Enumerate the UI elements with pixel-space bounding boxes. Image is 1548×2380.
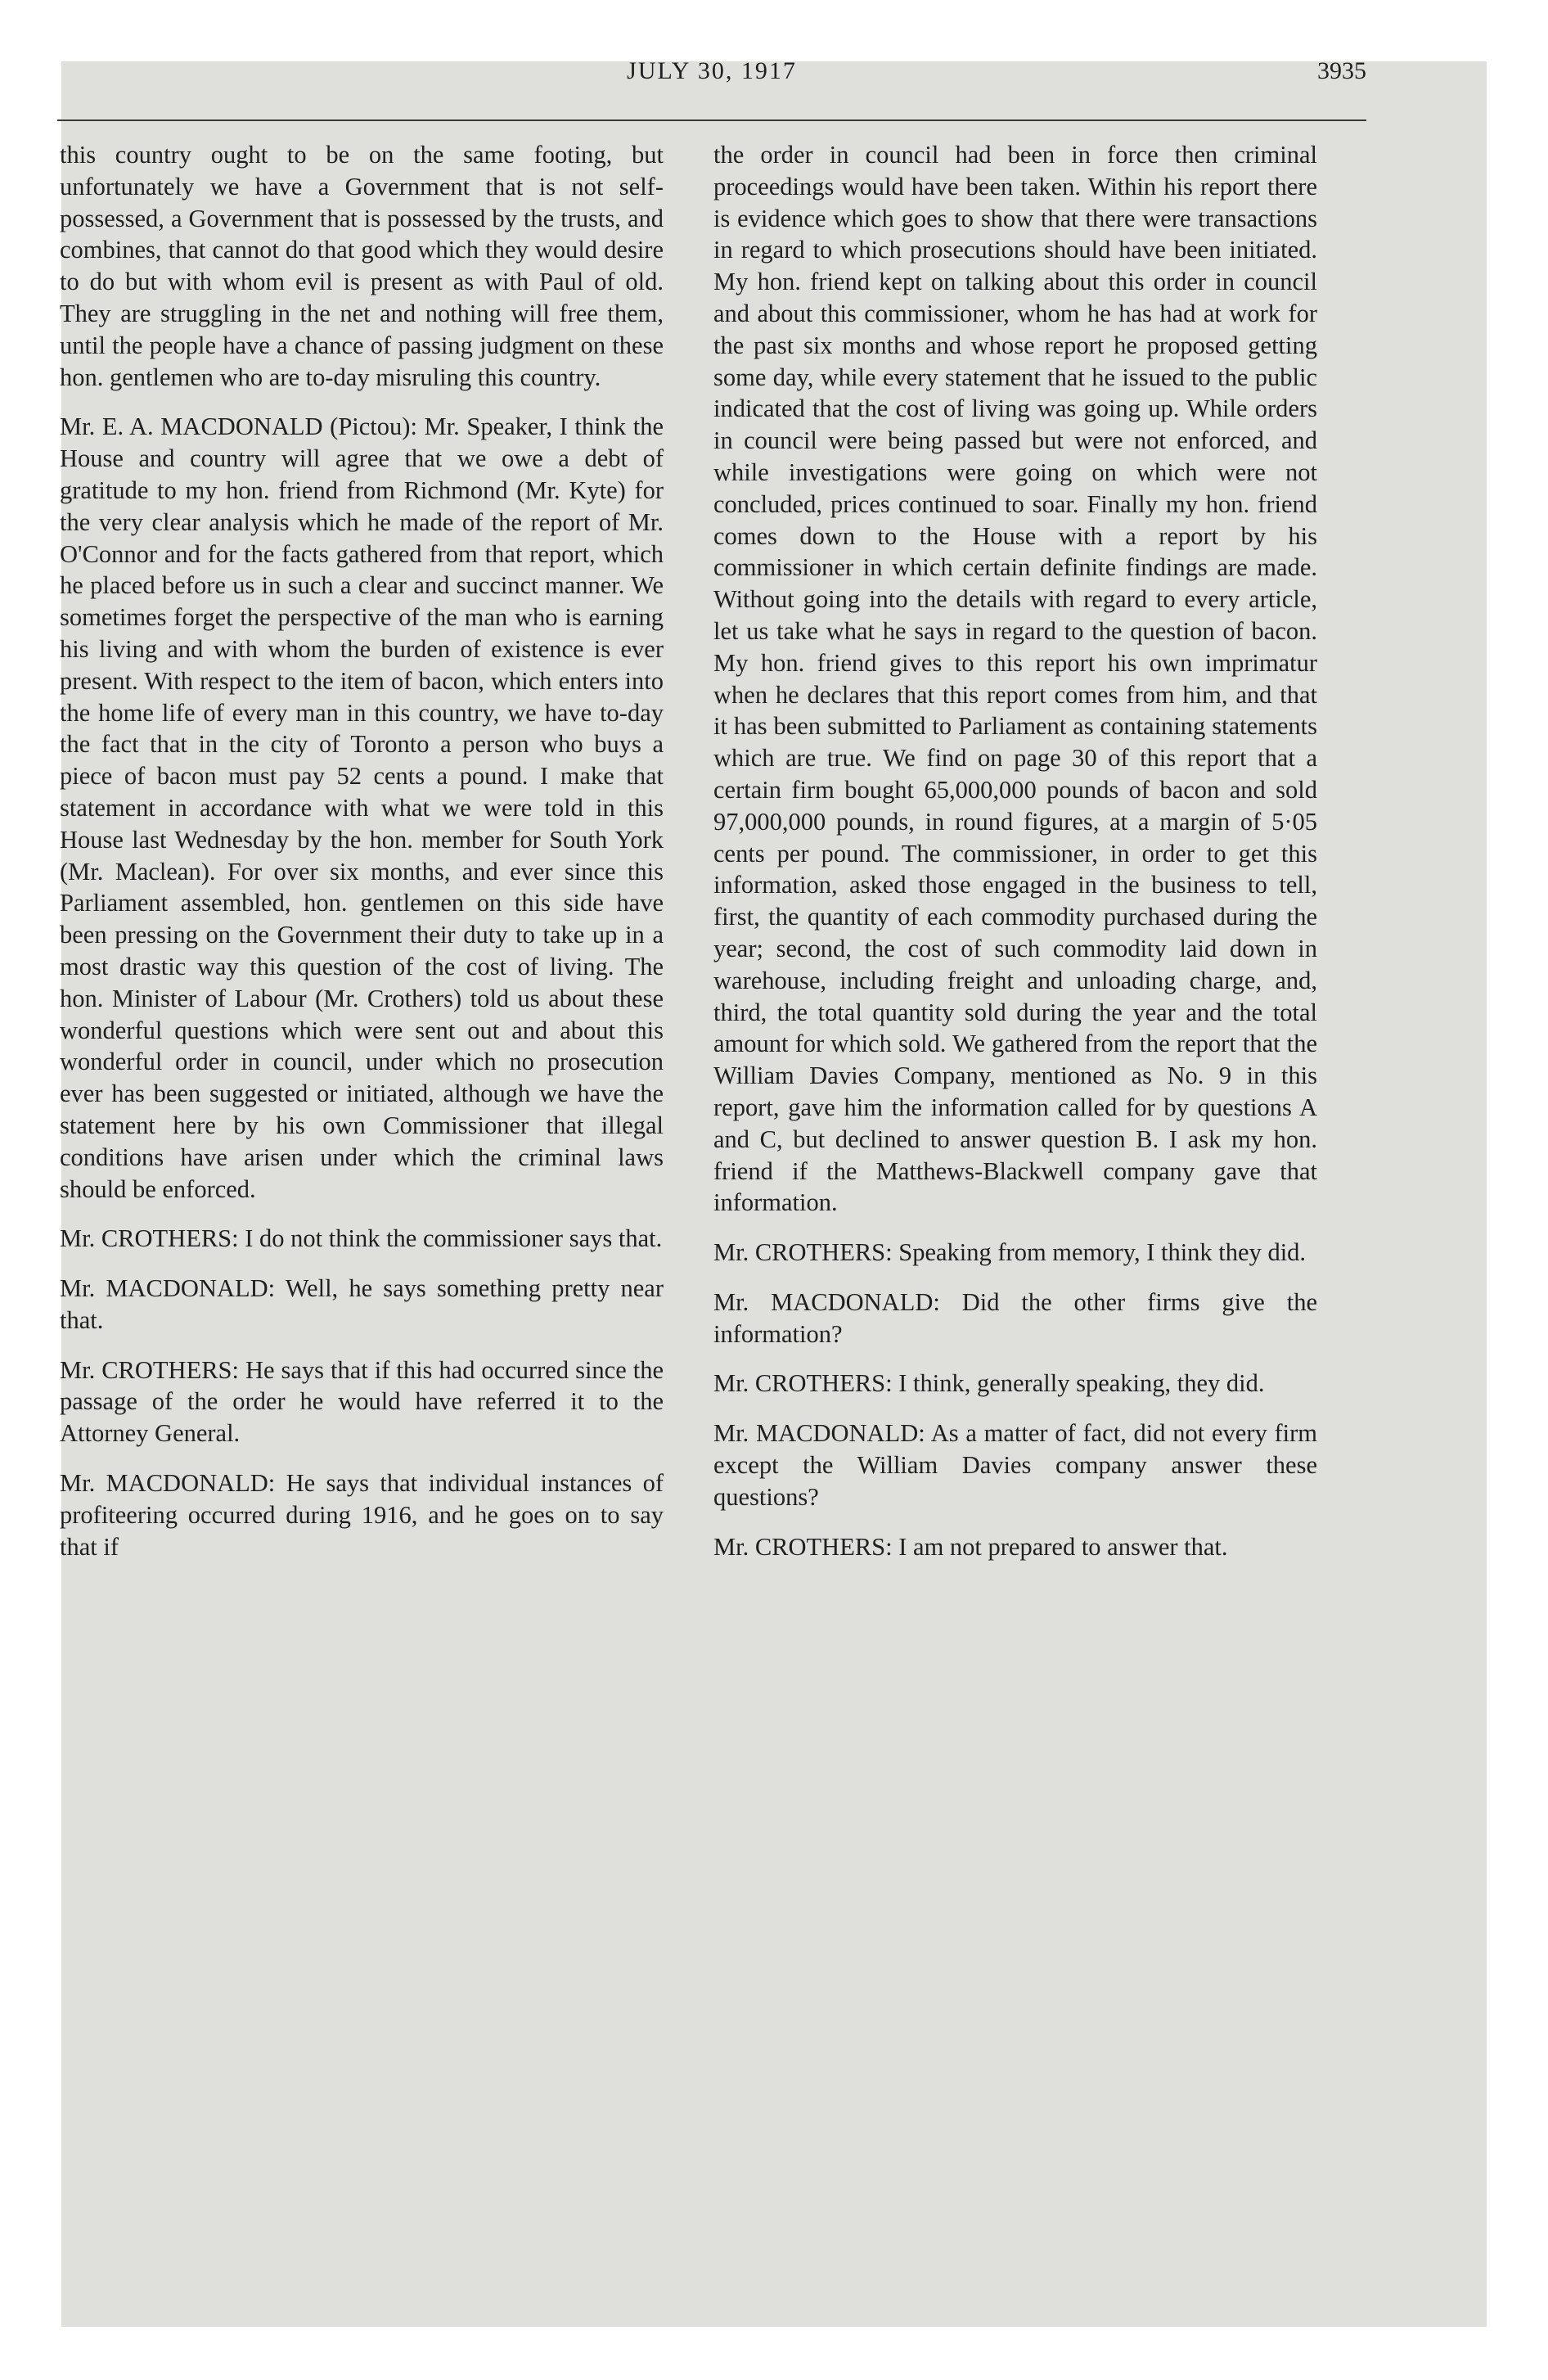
paragraph: Mr. MACDONALD: Did the other firms give the information? <box>713 1287 1317 1348</box>
paragraph: Mr. CROTHERS: Speaking from memory, I think they did. <box>713 1238 1307 1267</box>
paragraph: Mr. CROTHERS: I do not think the commissioner says that. <box>60 1224 663 1253</box>
paragraph: Mr. E. A. MACDONALD (Pictou): Mr. Speaker, I think the House and country will agree that we owe a debt of gratitude to my hon. friend from Richmond (Mr. Kyte) for the very clear analysis which he made of the report of Mr. O'Connor and for the facts gathered from that report, which he placed before us in such a clear and succinct manner. We sometimes forget the perspective of the man who is earning his living and with whom the burden of existence is ever present. With respect to the item of bacon, which enters into the home life of every man in this country, we have to-day the fact that in the city of Toronto a person who buys a piece of bacon must pay 52 cents a pound. I make that statement in accordance with what we were told in this House last Wednesday by the hon. member for South York (Mr. Maclean). For over six months, and ever since this Parliament assembled, hon. gentlemen on this side have been pressing on the Government their duty to take up in a most drastic way this question of the cost of living. The hon. Minister of Labour (Mr. Crothers) told us about these wonderful questions which were sent out and about this wonderful order in council, under which no prosecution ever has been suggested or initiated, although we have the statement here by his own Commissioner that illegal conditions have arisen under which the criminal laws should be enforced. <box>60 412 664 1203</box>
paragraph: Mr. CROTHERS: I think, generally speaking, they did. <box>713 1369 1265 1398</box>
paragraph: Mr. CROTHERS: He says that if this had occurred since the passage of the order he would have referred it to the Attorney General. <box>60 1355 664 1448</box>
paragraph: Mr. MACDONALD: He says that individual instances of profiteering occurred during 1916, and he goes on to say that if <box>60 1469 664 1561</box>
header-date: JULY 30, 1917 <box>627 57 797 84</box>
paragraph: Mr. CROTHERS: I am not prepared to answer that. <box>713 1532 1228 1561</box>
page-header <box>57 57 1366 106</box>
paragraph: Mr. MACDONALD: Well, he says something pretty near that. <box>60 1274 664 1334</box>
paragraph: the order in council had been in force then criminal proceedings would have been taken. Within his report there is evidence which goes to show that there were transactions in regard to which prosecutions should have been initiated. My hon. friend kept on talking about this order in council and about this commissioner, whom he has had at work for the past six months and whose report he proposed getting some day, while every statement that he issued to the public indicated that the cost of living was going up. While orders in council were being passed but were not enforced, and while investigations were going on which were not concluded, prices continued to soar. Finally my hon. friend comes down to the House with a report by his commissioner in which certain definite findings are made. Without going into the details with regard to every article, let us take what he says in regard to the question of bacon. My hon. friend gives to this report his own imprimatur when he declares that this report comes from him, and that it has been submitted to Parliament as containing statements which are true. We find on page 30 of this report that a certain firm bought 65,000,000 pounds of bacon and sold 97,000,000 pounds, in round figures, at a margin of 5·05 cents per pound. The commissioner, in order to get this information, asked those engaged in the business to tell, first, the quantity of each commodity purchased during the year; second, the cost of such commodity laid down in warehouse, including freight and unloading charge, and, third, the total quantity sold during the year and the total amount for which sold. We gathered from the report that the William Davies Company, mentioned as No. 9 in this report, gave him the information called for by questions A and C, but declined to answer question B. I ask my hon. friend if the Matthews-Blackwell company gave that information. <box>713 141 1317 1217</box>
paragraph: this country ought to be on the same footing, but unfortunately we have a Government that is not self-possessed, a Government that is possessed by the trusts, and combines, that cannot do that good which they would desire to do but with whom evil is present as with Paul of old. They are struggling in the net and nothing will free them, until the people have a chance of passing judgment on these hon. gentlemen who are to-day misruling this country. <box>60 141 664 391</box>
page-number: 3935 <box>1317 57 1366 84</box>
header-rule <box>57 119 1366 121</box>
right-column <box>713 139 1317 1580</box>
left-column <box>60 139 664 1580</box>
paragraph: Mr. MACDONALD: As a matter of fact, did not every firm except the William Davies company answer these questions? <box>713 1419 1317 1511</box>
